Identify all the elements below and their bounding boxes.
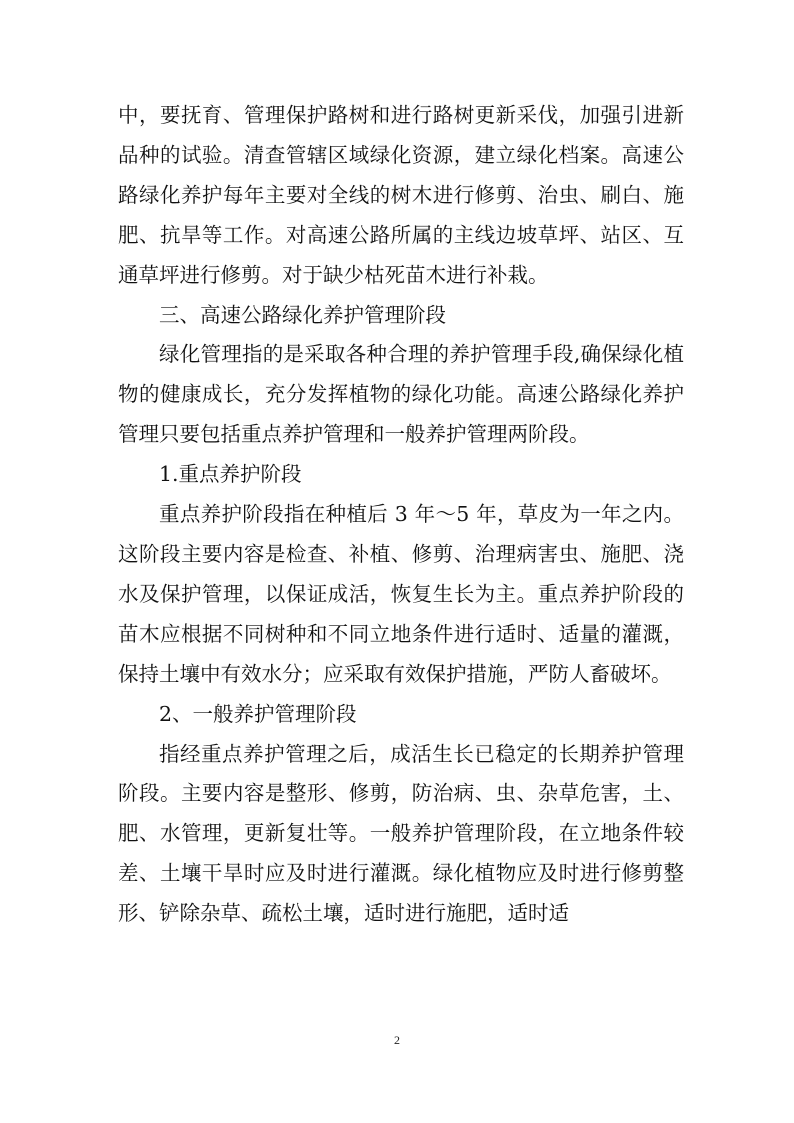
subsection-heading-2: 2、一般养护管理阶段 [159,701,357,726]
subsection-heading-1: 1.重点养护阶段 [159,462,302,487]
body-text [118,96,684,934]
page-number: 2 [394,1033,400,1047]
paragraph: 指经重点养护管理之后，成活生长已稳定的长期养护管理阶段。主要内容是整形、修剪，防治病、虫、杂草危害，土、肥、水管理，更新复壮等。一般养护管理阶段，在立地条件较差、土壤干旱时应及时进行灌溉。绿化植物应及时进行修剪整形、铲除杂草、疏松土壤，适时进行施肥，适时适 [118,741,684,926]
paragraph-continued: 中，要抚育、管理保护路树和进行路树更新采伐，加强引进新品种的试验。清查管辖区域绿化资源，建立绿化档案。高速公路绿化养护每年主要对全线的树木进行修剪、治虫、刷白、施肥、抗旱等工作。对高速公路所属的主线边坡草坪、站区、互通草坪进行修剪。对于缺少枯死苗木进行补栽。 [118,103,684,287]
paragraph: 绿化管理指的是采取各种合理的养护管理手段,确保绿化植物的健康成长，充分发挥植物的绿化功能。高速公路绿化养护管理只要包括重点养护管理和一般养护管理两阶段。 [118,342,684,447]
paragraph: 重点养护阶段指在种植后 3 年～5 年，草皮为一年之内。这阶段主要内容是检查、补植、修剪、治理病害虫、施肥、浇水及保护管理，以保证成活，恢复生长为主。重点养护阶段的苗木应根据不同树种和不同立地条件进行适时、适量的灌溉，保持土壤中有效水分；应采取有效保护措施，严防人畜破坏。 [118,502,684,686]
section-heading-3: 三、高速公路绿化养护管理阶段 [159,302,446,327]
